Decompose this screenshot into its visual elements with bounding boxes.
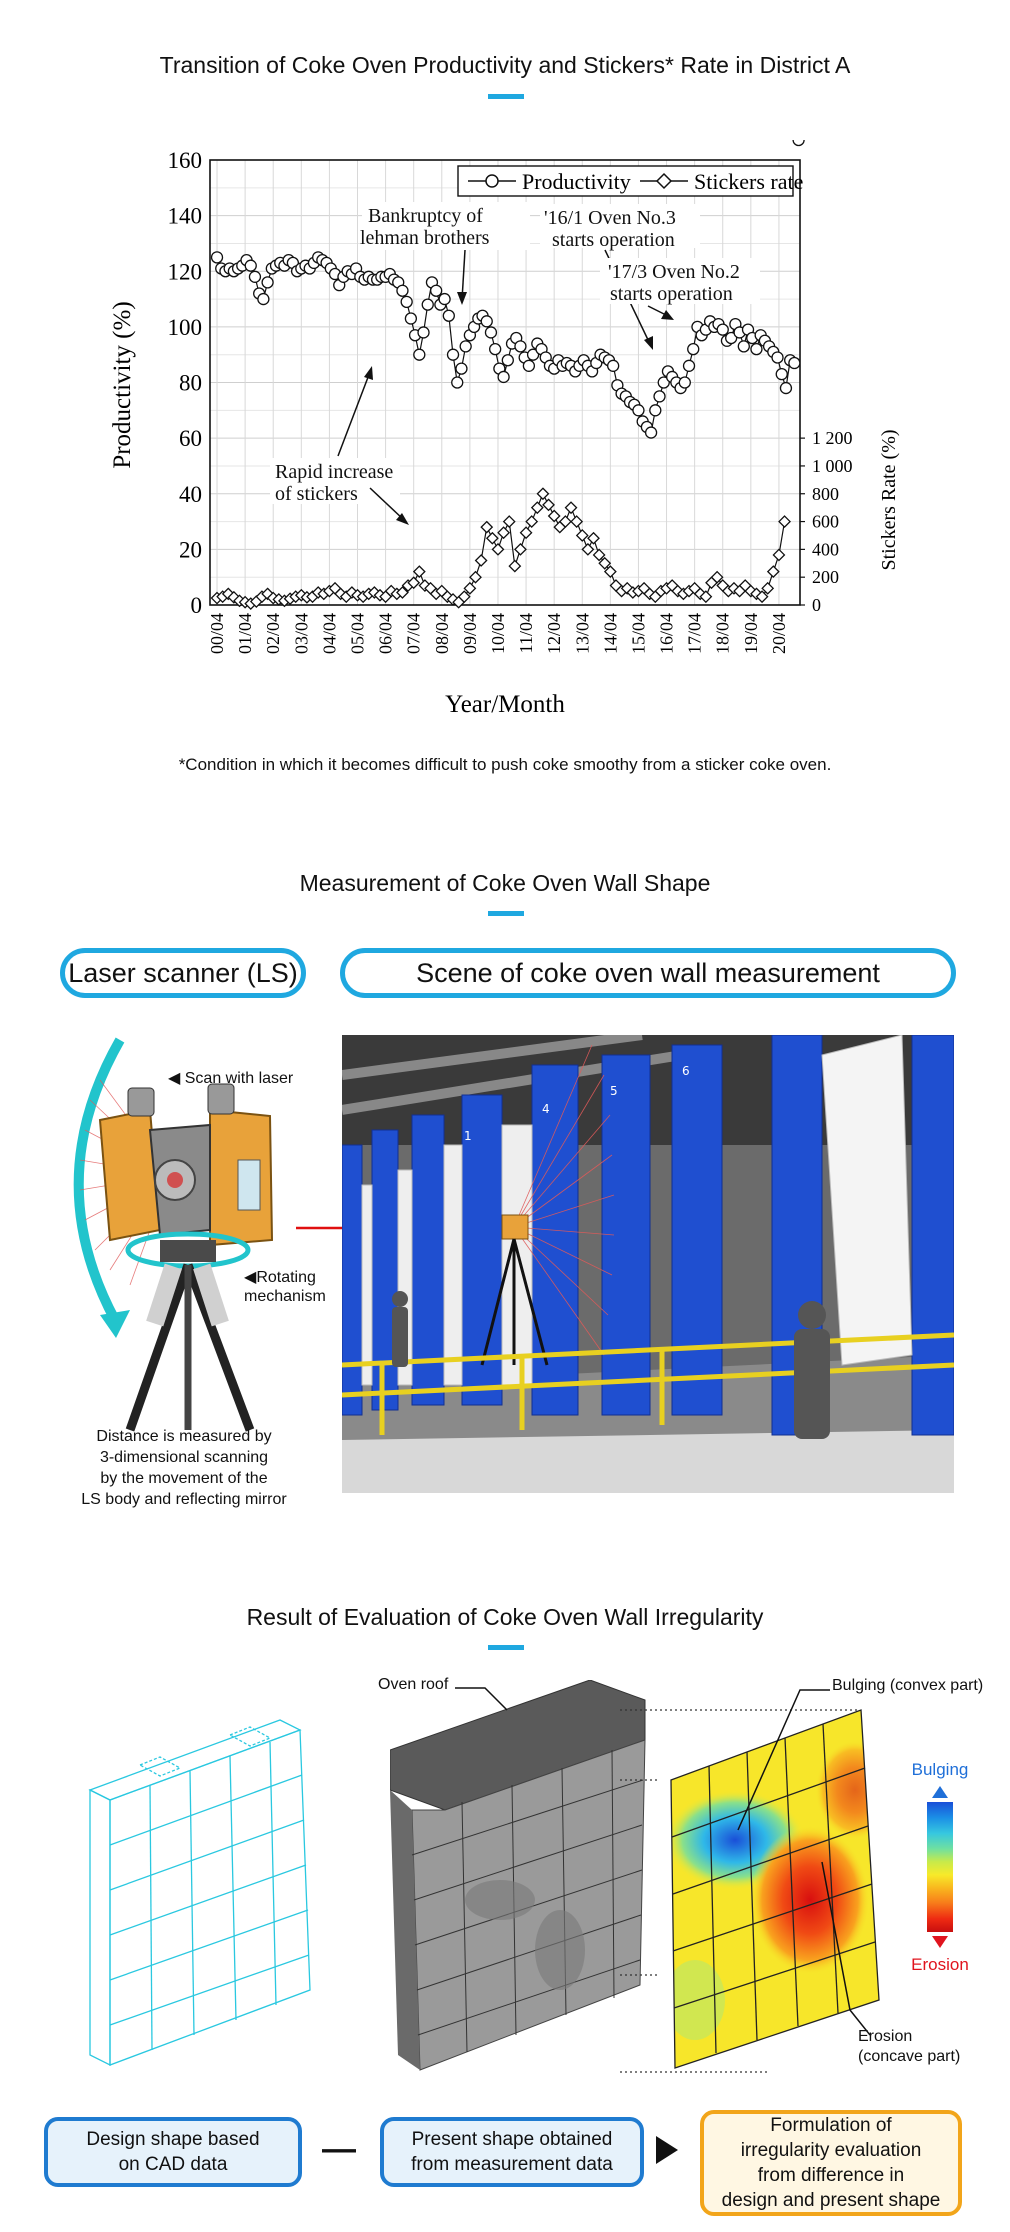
stickers-point [549, 511, 560, 522]
productivity-point [793, 140, 804, 146]
annotation-rapid-1: Rapid increase [275, 461, 394, 483]
productivity-point [523, 360, 534, 371]
productivity-point [452, 377, 463, 388]
x-tick-label: 08/04 [431, 613, 452, 655]
stickers-point [498, 527, 509, 538]
stickers-point [571, 516, 582, 527]
stickers-point [476, 555, 487, 566]
stickers-rate-series [212, 488, 791, 609]
productivity-point [502, 355, 513, 366]
legend-down-arrow [932, 1936, 948, 1948]
svg-text:5: 5 [610, 1084, 618, 1098]
stickers-point [481, 522, 492, 533]
productivity-point [418, 327, 429, 338]
y-tick-label: 140 [167, 203, 202, 229]
title-accent-bar [488, 911, 524, 916]
productivity-point [405, 313, 416, 324]
cad-wireframe [80, 1680, 320, 2080]
productivity-point [608, 360, 619, 371]
x-tick-label: 10/04 [487, 613, 508, 655]
productivity-point [717, 324, 728, 335]
coke-oven-scene [342, 1035, 954, 1493]
y-axis-label: Productivity (%) [109, 301, 136, 469]
x-tick-label: 06/04 [375, 613, 396, 655]
x-tick-label: 03/04 [291, 613, 312, 655]
productivity-point [460, 341, 471, 352]
y2-tick-label: 0 [812, 595, 821, 615]
x-tick-label: 19/04 [740, 613, 761, 655]
productivity-point [249, 271, 260, 282]
x-axis-ticks [207, 613, 789, 654]
annotation-lehman-2: lehman brothers [360, 227, 490, 249]
y-tick-label: 0 [190, 593, 202, 618]
stickers-point [582, 544, 593, 555]
productivity-point [439, 294, 450, 305]
x-tick-label: 02/04 [263, 613, 284, 655]
y2-tick-label: 1 000 [812, 455, 853, 476]
productivity-point [485, 327, 496, 338]
productivity-point [751, 344, 762, 355]
x-tick-label: 16/04 [656, 613, 677, 655]
x-tick-label: 05/04 [347, 613, 368, 655]
productivity-point [443, 310, 454, 321]
productivity-point [245, 260, 256, 271]
legend-up-arrow [932, 1786, 948, 1798]
x-tick-label: 01/04 [235, 613, 256, 655]
productivity-point [679, 377, 690, 388]
stickers-point [521, 527, 532, 538]
annotation-oven3-1: '16/1 Oven No.3 [544, 207, 676, 229]
evaluation-section-title: Result of Evaluation of Coke Oven Wall Irregularity [246, 1604, 764, 1630]
legend-stickers: Stickers rate [694, 169, 804, 194]
y2-tick-label: 1 200 [812, 428, 853, 449]
productivity-point [397, 285, 408, 296]
productivity-point [633, 405, 644, 416]
x-tick-label: 09/04 [459, 613, 480, 655]
productivity-point [422, 299, 433, 310]
x-tick-label: 12/04 [544, 613, 565, 655]
productivity-chart [100, 140, 920, 730]
stickers-point [414, 566, 425, 577]
productivity-point [498, 371, 509, 382]
productivity-point [738, 341, 749, 352]
stickers-point [509, 561, 520, 572]
x-tick-label: 00/04 [207, 613, 228, 655]
y2-axis-label: Stickers Rate (%) [878, 429, 900, 571]
x-tick-label: 20/04 [768, 613, 789, 655]
productivity-point [654, 391, 665, 402]
x-axis-label: Year/Month [445, 691, 565, 718]
y2-tick-label: 400 [812, 539, 839, 560]
pill-scene: Scene of coke oven wall measurement [340, 948, 956, 998]
box-formulation: Formulation of irregularity evaluation from difference in design and present shape [700, 2110, 962, 2216]
y2-axis-ticks [800, 428, 853, 615]
x-tick-label: 11/04 [516, 613, 537, 654]
productivity-point [780, 383, 791, 394]
productivity-point [258, 294, 269, 305]
stickers-point [768, 566, 779, 577]
stickers-point [492, 544, 503, 555]
box-present-shape: Present shape obtained from measurement data [380, 2117, 644, 2187]
annotation-oven3-2: starts operation [552, 229, 675, 251]
productivity-point [414, 349, 425, 360]
productivity-point [456, 363, 467, 374]
svg-text:6: 6 [682, 1064, 690, 1078]
title-accent-bar [488, 94, 524, 99]
productivity-point [431, 285, 442, 296]
y-tick-label: 80 [179, 370, 202, 396]
annotation-oven2-2: starts operation [610, 283, 733, 305]
title-accent-bar [488, 1645, 524, 1650]
label-scan-with-laser: ◀ Scan with laser [168, 1070, 294, 1087]
label-oven-roof: Oven roof [378, 1676, 449, 1693]
y2-tick-label: 200 [812, 567, 839, 588]
stickers-point [773, 549, 784, 560]
measurement-section-title: Measurement of Coke Oven Wall Shape [299, 870, 711, 896]
productivity-point [688, 344, 699, 355]
stickers-point [566, 502, 577, 513]
oven-roof-leader [455, 1686, 535, 1726]
stickers-point [504, 516, 515, 527]
stickers-point [543, 499, 554, 510]
productivity-point [684, 360, 695, 371]
y-tick-label: 60 [179, 426, 202, 452]
pill-laser-scanner: Laser scanner (LS) [60, 948, 306, 998]
legend-erosion-label: Erosion [911, 1955, 969, 1974]
stickers-point [577, 530, 588, 541]
stickers-point [537, 488, 548, 499]
svg-text:1: 1 [464, 1129, 472, 1143]
stickers-point [588, 533, 599, 544]
color-scale-bar [927, 1802, 953, 1932]
x-tick-label: 14/04 [600, 613, 621, 655]
y-tick-label: 160 [167, 148, 202, 173]
productivity-point [490, 344, 501, 355]
chart-footnote: *Condition in which it becomes difficult to push coke smoothy from a sticker coke oven. [178, 755, 832, 774]
annotation-oven2-1: '17/3 Oven No.2 [608, 261, 740, 283]
productivity-point [772, 352, 783, 363]
productivity-point [481, 316, 492, 327]
chart-legend [458, 166, 803, 196]
y-tick-label: 40 [179, 481, 202, 507]
scanner-display [238, 1160, 260, 1210]
legend-bulging-label: Bulging [911, 1760, 969, 1779]
productivity-point [789, 358, 800, 369]
productivity-point [401, 296, 412, 307]
y-tick-label: 20 [179, 537, 202, 563]
stickers-point [515, 544, 526, 555]
stickers-point [532, 502, 543, 513]
x-tick-label: 04/04 [319, 613, 340, 655]
productivity-point [448, 349, 459, 360]
label-bulging: Bulging (convex part) [832, 1677, 984, 1694]
chart-section-title: Transition of Coke Oven Productivity and Stickers* Rate in District A [159, 52, 851, 78]
annotation-rapid-2: of stickers [275, 483, 358, 505]
y-tick-label: 120 [167, 259, 202, 285]
svg-text:4: 4 [542, 1102, 550, 1116]
productivity-point [212, 252, 223, 263]
label-rotating-mechanism: ◀Rotating mechanism [244, 1269, 326, 1305]
y2-tick-label: 800 [812, 483, 839, 504]
productivity-point [515, 341, 526, 352]
legend-productivity: Productivity [522, 169, 631, 194]
legend-circle-marker [486, 175, 498, 187]
productivity-point [262, 277, 273, 288]
stickers-point [779, 516, 790, 527]
measured-wall [390, 1680, 650, 2080]
x-tick-label: 17/04 [684, 613, 705, 655]
y-axis-ticks [168, 148, 203, 618]
annotation-lehman-1: Bankruptcy of [368, 205, 483, 227]
productivity-point [650, 405, 661, 416]
productivity-point [646, 427, 657, 438]
label-erosion: Erosion (concave part) [858, 2028, 961, 2065]
stickers-point [526, 516, 537, 527]
box-design-shape: Design shape based on CAD data [44, 2117, 302, 2187]
y2-tick-label: 600 [812, 511, 839, 532]
result-arrow [656, 2136, 678, 2164]
stickers-point [487, 533, 498, 544]
scanner-caption: Distance is measured by 3-dimensional scanning by the movement of the LS body and reflecting mirror [81, 1428, 287, 1508]
x-tick-label: 13/04 [572, 613, 593, 655]
x-tick-label: 15/04 [628, 613, 649, 655]
x-tick-label: 18/04 [712, 613, 733, 655]
productivity-point [776, 369, 787, 380]
stickers-point [470, 572, 481, 583]
x-tick-label: 07/04 [403, 613, 424, 655]
minus-sign: — [322, 2130, 356, 2168]
bulging-leader [730, 1680, 850, 1850]
y-tick-label: 100 [167, 314, 202, 340]
